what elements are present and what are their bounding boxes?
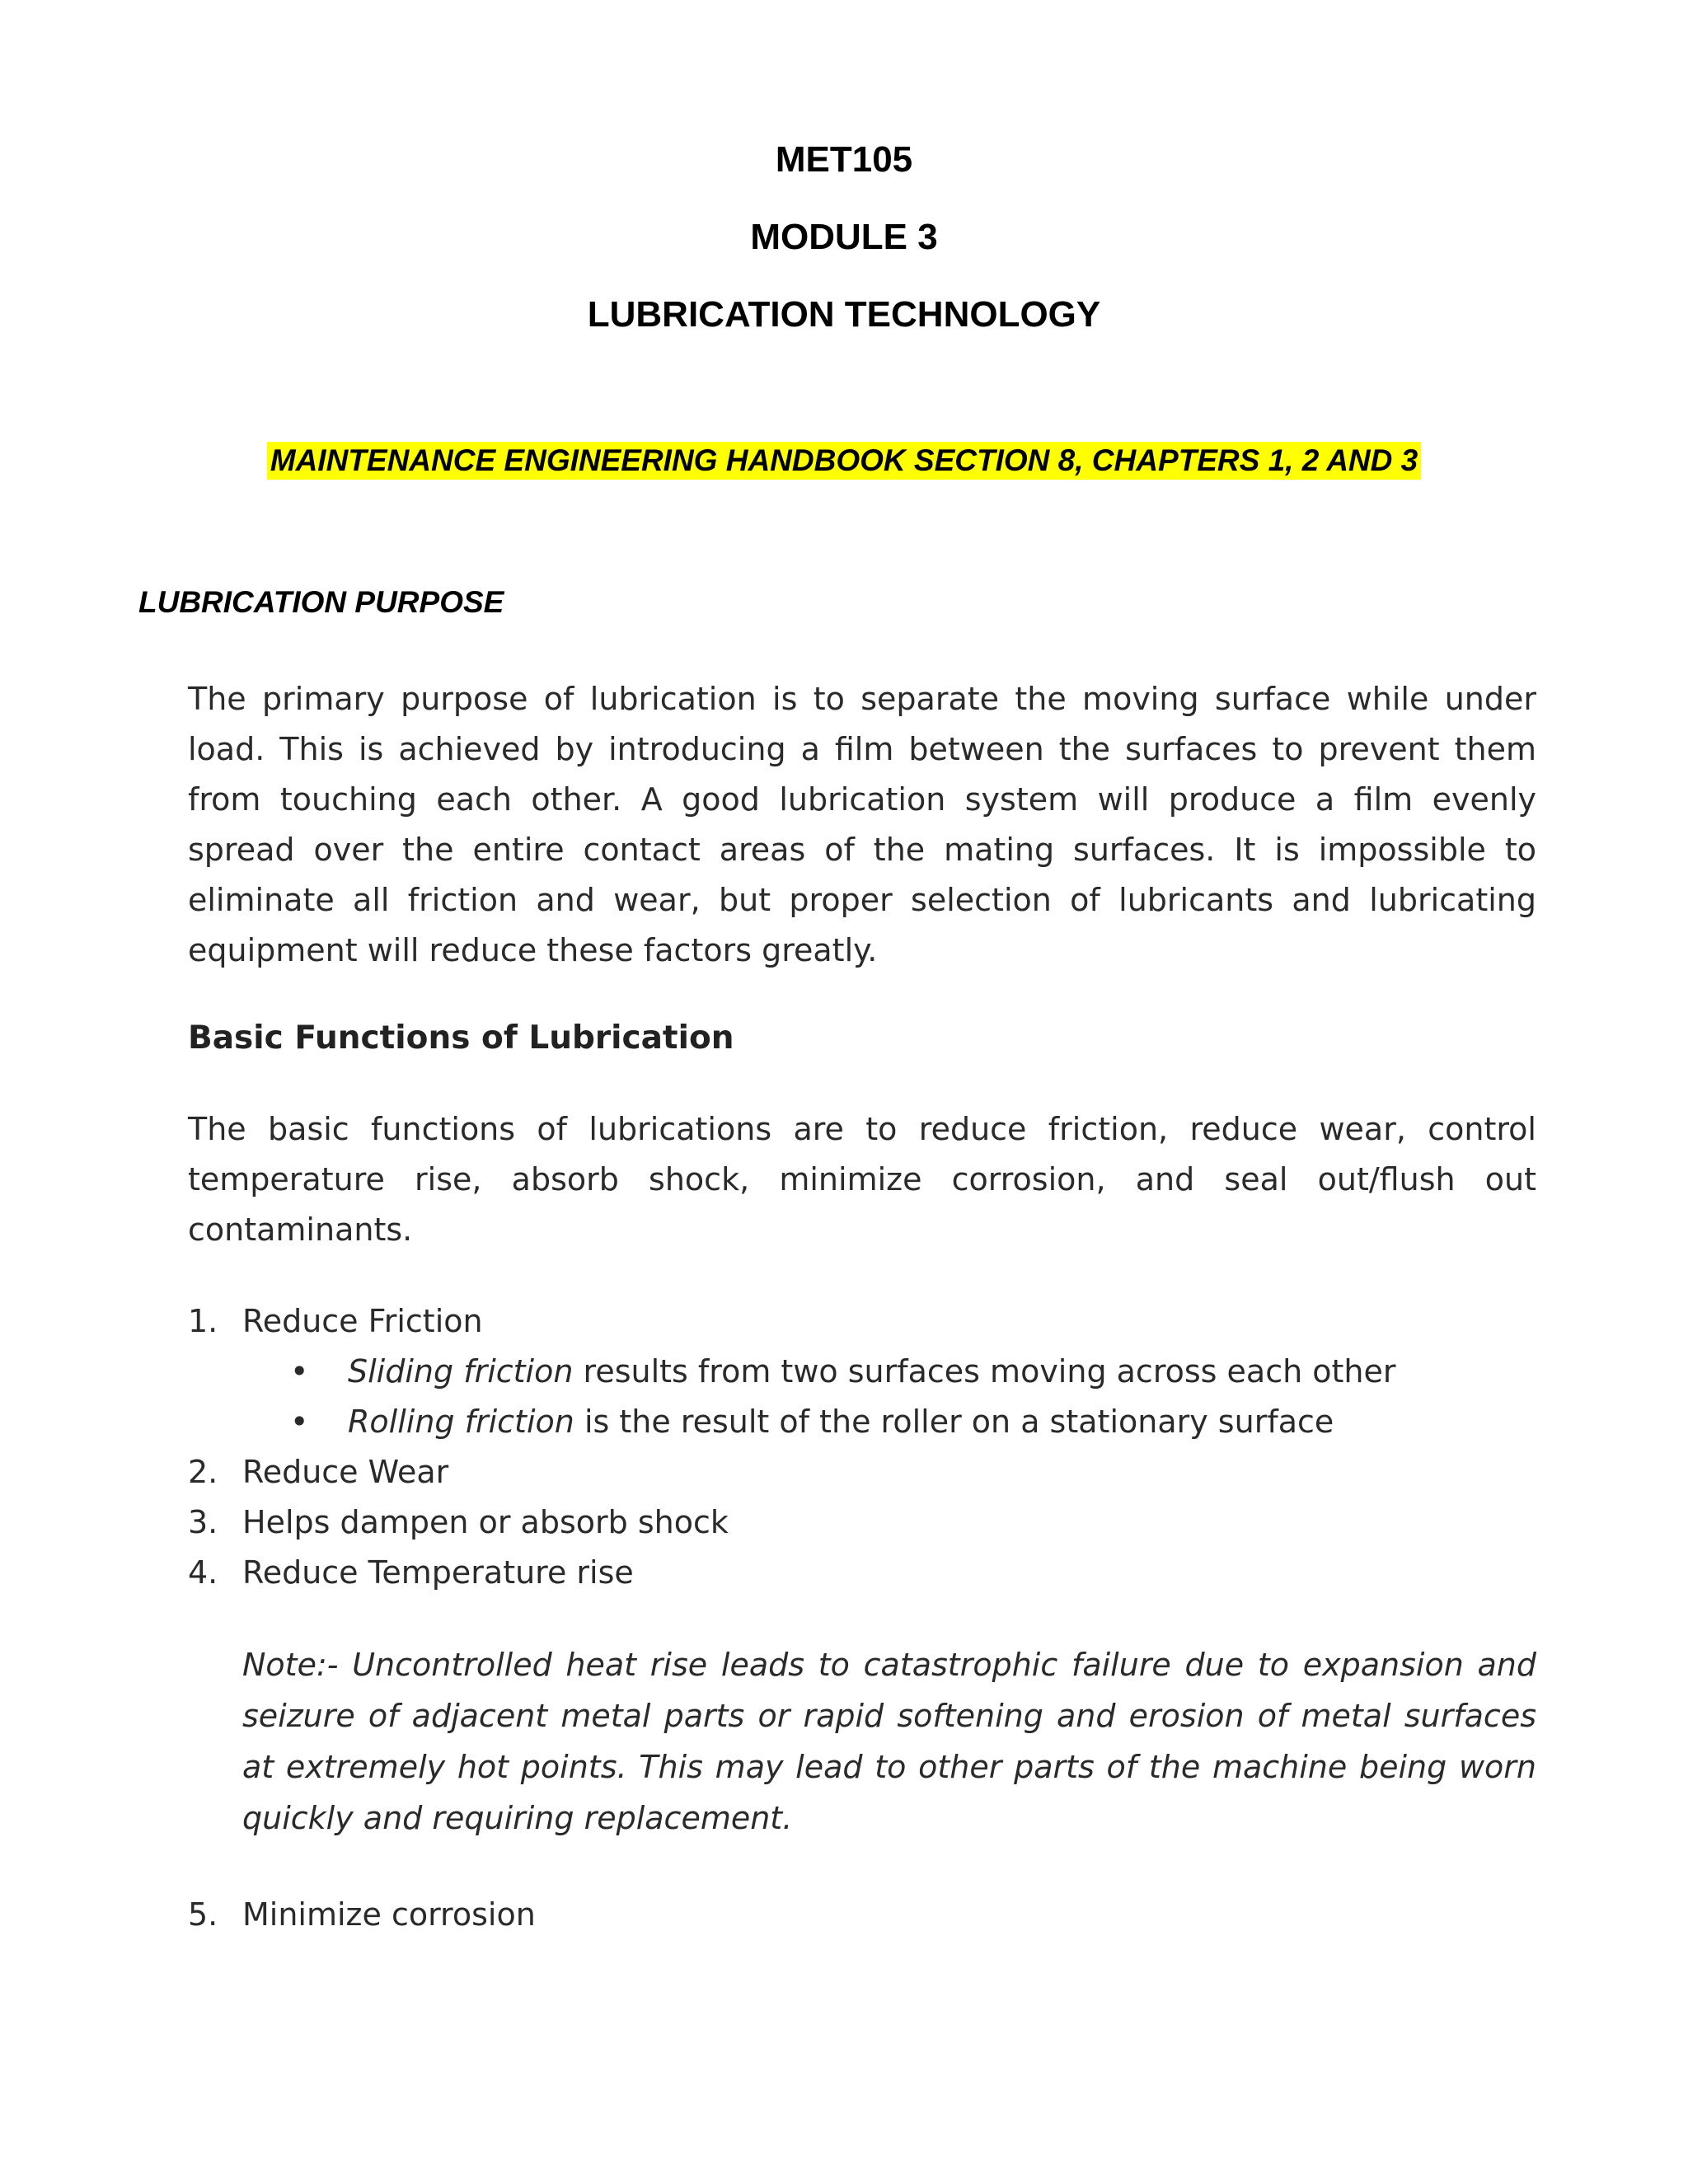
module-title: MODULE 3 — [750, 217, 938, 257]
bullet-icon: • — [290, 1404, 309, 1440]
sub-term: Sliding friction — [348, 1353, 574, 1390]
friction-sub-list — [242, 1347, 1536, 1447]
course-code: MET105 — [775, 139, 913, 180]
list-label: Reduce Friction — [242, 1303, 483, 1339]
list-item — [188, 1447, 1536, 1497]
list-number: 5. — [188, 1896, 218, 1933]
list-label: Helps dampen or absorb shock — [242, 1504, 729, 1540]
sub-text: results from two surfaces moving across each other — [573, 1353, 1396, 1390]
list-item — [188, 1296, 1536, 1447]
scanned-content — [188, 674, 1536, 1940]
list-number: 3. — [188, 1504, 218, 1540]
functions-list-continued — [188, 1890, 1536, 1940]
sub-list-item — [242, 1397, 1536, 1447]
list-number: 2. — [188, 1454, 218, 1490]
list-label: Reduce Wear — [242, 1454, 449, 1490]
highlighted-reference: MAINTENANCE ENGINEERING HANDBOOK SECTION 8, CHAPTERS 1, 2 AND 3 — [267, 442, 1421, 480]
sub-text: is the result of the roller on a stationary surface — [574, 1404, 1334, 1440]
list-item — [188, 1890, 1536, 1940]
topic-title: LUBRICATION TECHNOLOGY — [587, 294, 1101, 335]
list-number: 4. — [188, 1554, 218, 1591]
sub-term: Rolling friction — [348, 1404, 574, 1440]
list-label: Minimize corrosion — [242, 1896, 536, 1933]
sub-list-item — [242, 1347, 1536, 1397]
functions-heading: Basic Functions of Lubrication — [188, 1019, 734, 1057]
bullet-icon: • — [290, 1353, 309, 1390]
list-item — [188, 1548, 1536, 1598]
reference-line — [0, 442, 1688, 480]
temperature-note: Note:- Uncontrolled heat rise leads to catastrophic failure due to expansion and seizure of adjacent metal parts or rapid softening and erosion of metal surfaces at extremely hot points. This may lead to other parts of the machine being worn quickly and requiring replacement. — [242, 1647, 1536, 1836]
list-number: 1. — [188, 1303, 218, 1339]
list-label: Reduce Temperature rise — [242, 1554, 634, 1591]
functions-list — [188, 1296, 1536, 1598]
intro-paragraph: The primary purpose of lubrication is to separate the moving surface while under load. This is achieved by introducing a film between the surfaces to prevent them from touching each other. A good lubrication system will produce a film evenly spread over the entire contact areas of the mating surfaces. It is impossible to eliminate all friction and wear, but proper selection of lubricants and lubricating equipment will reduce these factors greatly. — [188, 681, 1536, 968]
list-item — [188, 1497, 1536, 1548]
section-label: LUBRICATION PURPOSE — [138, 585, 504, 619]
functions-paragraph: The basic functions of lubrications are to reduce friction, reduce wear, control temperature rise, absorb shock, minimize corrosion, and seal out/flush out contaminants. — [188, 1111, 1536, 1248]
